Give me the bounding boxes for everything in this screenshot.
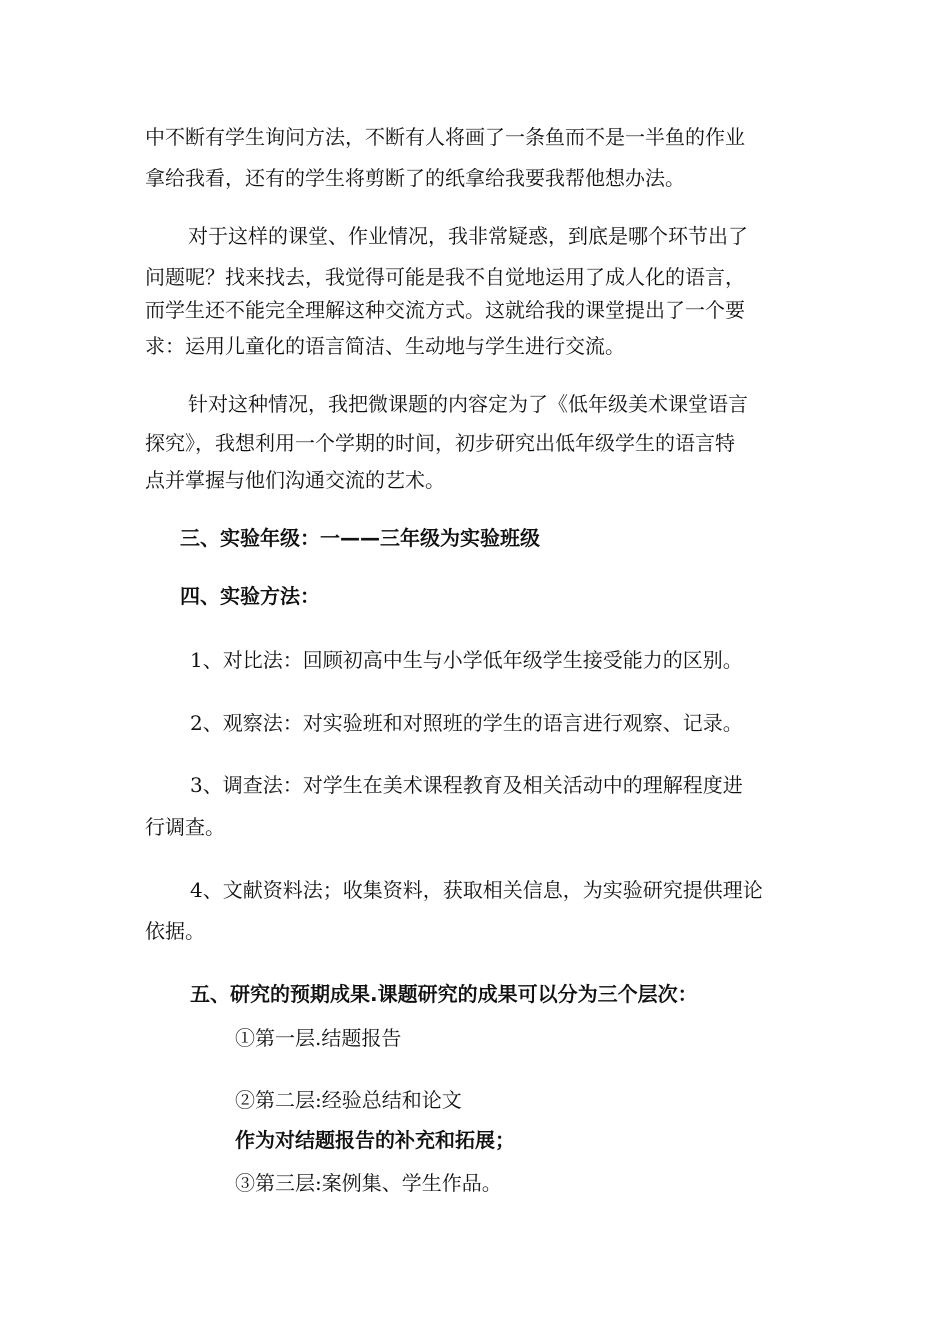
paragraph-line: 问题呢？找来找去，我觉得可能是我不自觉地运用了成人化的语言， — [145, 265, 745, 289]
result-level-2-note: 作为对结题报告的补充和拓展； — [235, 1128, 515, 1152]
section-heading-results: 五、研究的预期成果.课题研究的成果可以分为三个层次： — [190, 982, 698, 1006]
section-heading-grade: 三、实验年级：一——三年级为实验班级 — [180, 526, 540, 550]
paragraph-line: 针对这种情况，我把微课题的内容定为了《低年级美术课堂语言 — [188, 392, 748, 416]
result-level-1: ①第一层.结题报告 — [235, 1026, 402, 1050]
paragraph-line: 中不断有学生询问方法，不断有人将画了一条鱼而不是一半鱼的作业 — [145, 125, 745, 149]
method-item: 4、文献资料法；收集资料，获取相关信息，为实验研究提供理论 — [190, 878, 763, 902]
paragraph-line: 而学生还不能完全理解这种交流方式。这就给我的课堂提出了一个要 — [145, 298, 745, 322]
paragraph-line: 求：运用儿童化的语言简洁、生动地与学生进行交流。 — [145, 334, 625, 358]
method-item: 1、对比法：回顾初高中生与小学低年级学生接受能力的区别。 — [190, 648, 743, 672]
paragraph-line: 点并掌握与他们沟通交流的艺术。 — [145, 468, 445, 492]
paragraph-line: 探究》，我想利用一个学期的时间，初步研究出低年级学生的语言特 — [145, 431, 735, 455]
paragraph-line: 对于这样的课堂、作业情况，我非常疑惑，到底是哪个环节出了 — [188, 224, 748, 248]
result-level-2: ②第二层:经验总结和论文 — [235, 1088, 462, 1112]
result-level-3: ③第三层:案例集、学生作品。 — [235, 1171, 502, 1195]
method-item: 依据。 — [145, 919, 205, 943]
section-heading-methods: 四、实验方法： — [180, 584, 320, 608]
method-item: 2、观察法：对实验班和对照班的学生的语言进行观察、记录。 — [190, 711, 743, 735]
method-item: 3、调查法：对学生在美术课程教育及相关活动中的理解程度进 — [190, 773, 743, 797]
paragraph-line: 拿给我看，还有的学生将剪断了的纸拿给我要我帮他想办法。 — [145, 166, 685, 190]
method-item: 行调查。 — [145, 815, 225, 839]
